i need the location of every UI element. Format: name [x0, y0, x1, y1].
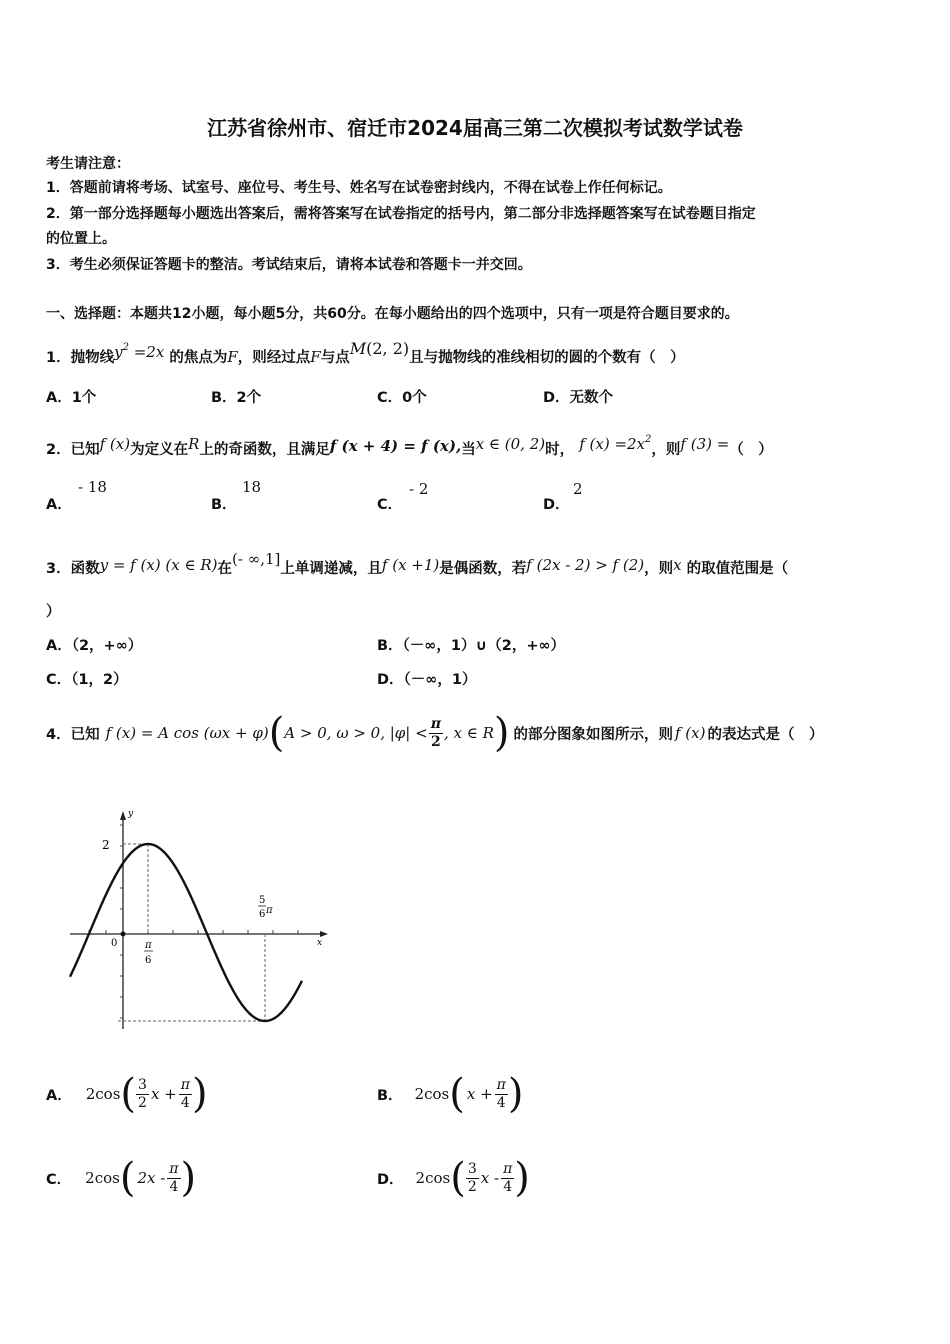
- q4-option-b-four: 4: [496, 1094, 506, 1111]
- q3-shifted-function: f (x +1): [381, 556, 440, 574]
- q1-option-d: D．无数个: [543, 390, 614, 406]
- q4-option-c-pre: 2x -: [137, 1169, 166, 1187]
- question-1: [46, 334, 685, 372]
- y-axis-label: y: [128, 809, 134, 819]
- q1-text-2: ，则经过点: [237, 350, 311, 366]
- x-axis-label: x: [317, 938, 323, 948]
- q4-prefix: 4．已知: [46, 726, 100, 743]
- q2-option-a-label: A．: [46, 497, 72, 513]
- q2-fx: f (x): [99, 435, 131, 453]
- q4-option-d-frac-den: 2: [467, 1178, 477, 1195]
- q2-option-a-value: - 18: [78, 478, 107, 496]
- q4-fx: f (x): [674, 724, 706, 742]
- cosine-graph: [66, 803, 336, 1035]
- pi6-numerator: π: [145, 940, 152, 951]
- notice-item-1: 1．答题前请将考场、试室号、座位号、考生号、姓名写在试卷密封线内，不得在试卷上作任何标记。: [46, 180, 672, 196]
- q3-text-5: 的取值范围是（: [686, 561, 789, 577]
- q4-option-d-rparen: ): [514, 1155, 530, 1201]
- section-heading: 一、选择题：本题共12小题，每小题5分，共60分。在每小题给出的四个选项中，只有一项是符合题目要求的。: [46, 306, 739, 322]
- q4-option-b-label: B．: [377, 1087, 403, 1104]
- question-3: [46, 544, 788, 584]
- q4-option-c-label: C．: [46, 1171, 72, 1188]
- q2-option-d-value: 2: [573, 480, 583, 498]
- q2-condition: f (x + 4) = f (x),: [329, 437, 462, 455]
- q4-option-b-rparen: ): [507, 1071, 524, 1117]
- y-axis-arrow-icon: [120, 811, 126, 820]
- q4-option-a-pi-frac: [179, 1077, 192, 1110]
- q4-option-b-pi-frac: [495, 1077, 508, 1110]
- q2-text-4: 时，: [545, 442, 575, 458]
- notice-heading: 考生请注意：: [46, 156, 130, 172]
- max-value-label: 2: [102, 838, 110, 852]
- q4-option-b-pi: π: [496, 1077, 506, 1094]
- q1-prefix: 1．抛物线: [46, 350, 115, 366]
- q2-text-6: （ ）: [729, 442, 773, 458]
- q4-two: 2: [430, 733, 441, 750]
- q4-option-c-four: 4: [169, 1178, 179, 1195]
- q1-option-b: B．2个: [211, 390, 262, 406]
- q2-option-d-label: D．: [543, 497, 570, 513]
- q1-eq-y: y: [114, 343, 123, 361]
- q4-option-a-frac-den: 2: [138, 1094, 147, 1111]
- q1-text-1: 的焦点为: [169, 350, 228, 366]
- q4-option-c-lparen: (: [119, 1155, 136, 1201]
- q4-option-b-coef: 2cos: [414, 1085, 450, 1103]
- q1-text-3: 与点: [320, 350, 350, 366]
- q4-option-c-rparen: ): [180, 1155, 197, 1201]
- q4-option-b: [377, 1068, 523, 1120]
- q1-focus-f: F: [227, 348, 238, 366]
- q4-option-a-frac-num: 3: [138, 1077, 147, 1094]
- notice-item-2: 2．第一部分选择题每小题选出答案后，需将答案写在试卷指定的括号内，第二部分非选择题答案写在试卷题目指定: [46, 206, 756, 222]
- q4-option-a-rparen: ): [191, 1071, 208, 1117]
- q2-set-r: R: [188, 435, 200, 453]
- q3-text-4: ，则: [644, 561, 674, 577]
- x-axis-arrow-icon: [320, 931, 328, 937]
- q4-option-d-four: 4: [503, 1178, 513, 1195]
- q4-option-d-pi: π: [503, 1161, 513, 1178]
- q4-option-a: [46, 1068, 208, 1120]
- q3-text-2: 上单调递减，且: [280, 561, 382, 577]
- q3-option-a: A．（2，+∞）: [46, 638, 143, 654]
- q4-option-a-mid: x +: [150, 1085, 177, 1103]
- q2-definition-sup: 2: [645, 434, 652, 445]
- q4-text-2: 的表达式是（ ）: [707, 726, 824, 743]
- q4-option-a-four: 4: [180, 1094, 190, 1111]
- q4-condition-a: A > 0, ω > 0, |φ| <: [284, 724, 428, 742]
- q3-closing-paren: ）: [46, 604, 61, 620]
- q4-option-a-label: A．: [46, 1087, 72, 1104]
- pi6-denominator: 6: [145, 955, 152, 966]
- q1-text-4: 且与抛物线的准线相切的圆的个数有（ ）: [409, 350, 685, 366]
- q3-function: y = f (x) (x ∈ R): [99, 556, 218, 574]
- q4-option-d-frac-num: 3: [467, 1161, 477, 1178]
- q2-text-5: ，则: [651, 442, 681, 458]
- q2-option-b-value: 18: [242, 478, 262, 496]
- q4-pi: π: [430, 716, 441, 733]
- q3-prefix: 3．函数: [46, 561, 100, 577]
- five-sixths-numerator: 5: [259, 895, 266, 906]
- q4-option-a-frac: [136, 1077, 149, 1110]
- notice-item-3: 3．考生必须保证答题卡的整洁。考试结束后，请将本试卷和答题卡一并交回。: [46, 257, 532, 273]
- question-4: [46, 706, 823, 760]
- q4-right-paren: ): [493, 710, 510, 756]
- q1-option-a: A．1个: [46, 390, 97, 406]
- q4-option-b-mid: x +: [466, 1085, 493, 1103]
- q2-interval: x ∈ (0, 2): [475, 435, 546, 453]
- q1-point-m: M: [349, 339, 367, 358]
- q1-option-c: C．0个: [377, 390, 427, 406]
- q4-option-b-lparen: (: [449, 1071, 465, 1117]
- q2-option-b-label: B．: [211, 497, 237, 513]
- q4-option-c-pi: π: [169, 1161, 179, 1178]
- q4-option-c-coef: 2cos: [85, 1169, 120, 1187]
- q4-text-1: 的部分图象如图所示，则: [513, 726, 673, 743]
- q4-option-a-pi: π: [180, 1077, 190, 1094]
- q4-option-d-pi-frac: [501, 1161, 514, 1194]
- q4-option-d-label: D．: [377, 1171, 404, 1188]
- origin-dot: [121, 932, 126, 937]
- q3-inequality: f (2x - 2) > f (2): [526, 556, 645, 574]
- q1-point-coord: (2, 2): [366, 339, 410, 358]
- q4-option-d-mid: x -: [480, 1169, 500, 1187]
- notice-item-2-cont: 的位置上。: [46, 231, 116, 247]
- page-title: 江苏省徐州市、宿迁市2024届高三第二次模拟考试数学试卷: [207, 116, 743, 140]
- q2-text-1: 为定义在: [130, 442, 189, 458]
- q3-option-b: B．（－∞，1）∪（2，+∞）: [377, 638, 566, 654]
- q1-eq-sup: 2: [122, 342, 129, 353]
- q4-left-paren: (: [268, 710, 285, 756]
- q2-ask: f (3) =: [680, 435, 730, 453]
- q4-option-a-lparen: (: [120, 1071, 137, 1117]
- q4-pi-over-2: [429, 716, 443, 749]
- q3-option-d: D．（－∞，1）: [377, 672, 477, 688]
- q4-option-d-frac: [466, 1161, 479, 1194]
- q4-option-c: [46, 1152, 196, 1204]
- q3-text-1: 在: [217, 561, 233, 577]
- q2-text-2: 上的奇函数，且满足: [199, 442, 330, 458]
- q3-variable-x: x: [673, 556, 682, 574]
- q4-function: f (x) = A cos (ωx + φ): [105, 724, 269, 742]
- q4-option-c-pi-frac: [167, 1161, 180, 1194]
- five-sixths-denominator: 6: [259, 909, 266, 920]
- q4-option-d-lparen: (: [450, 1155, 466, 1201]
- q2-text-3: 当: [461, 442, 476, 458]
- q2-option-c-label: C．: [377, 497, 403, 513]
- q3-text-3: 是偶函数，若: [439, 561, 527, 577]
- q2-definition: f (x) =2x: [579, 435, 646, 453]
- question-2: [46, 426, 773, 464]
- q4-condition-b: , x ∈ R: [443, 724, 494, 742]
- five-sixths-pi: π: [266, 905, 273, 916]
- q2-prefix: 2．已知: [46, 442, 100, 458]
- q4-option-a-coef: 2cos: [85, 1085, 121, 1103]
- q1-eq-rest: =2x: [128, 343, 165, 361]
- origin-label: 0: [111, 938, 118, 949]
- q3-option-c: C．（1，2）: [46, 672, 128, 688]
- q4-option-d-coef: 2cos: [415, 1169, 451, 1187]
- q4-option-d: [377, 1152, 530, 1204]
- q3-interval: (- ∞,1]: [232, 550, 281, 568]
- q2-option-c-value: - 2: [409, 480, 429, 498]
- cosine-curve: [70, 844, 302, 1021]
- q1-focus-f2: F: [310, 348, 321, 366]
